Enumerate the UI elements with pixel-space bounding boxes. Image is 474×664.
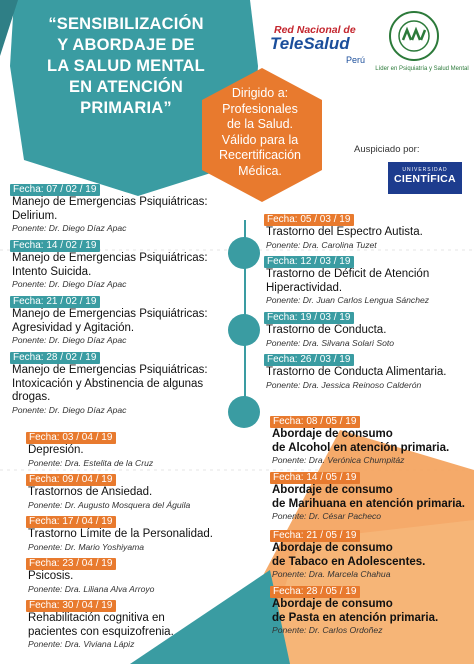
event-date: Fecha: 30 / 04 / 19 [26, 600, 116, 612]
event-speaker: Ponente: Dr. Diego Díaz Apac [12, 279, 127, 289]
event-topic: Psicosis. [28, 570, 74, 582]
event-speaker: Ponente: Dr. Diego Díaz Apac [12, 404, 127, 415]
event-speaker: Ponente: Dr. Carlos Ordoñez [272, 625, 383, 635]
hospital-seal-icon [388, 10, 440, 62]
event-topic: Trastorno Límite de la Personalidad. [28, 528, 213, 540]
event-topic: Abordaje de consumo de Pasta en atención primaria. [272, 598, 439, 624]
event-date: Fecha: 28 / 05 / 19 [270, 586, 360, 598]
page-title: “SENSIBILIZACIÓN Y ABORDAJE DE LA SALUD MENTAL EN ATENCIÓN PRIMARIA” [47, 15, 205, 117]
event-date: Fecha: 14 / 02 / 19 [10, 240, 100, 252]
event-speaker: Ponente: Dr. César Pacheco [272, 511, 382, 521]
event-date: Fecha: 12 / 03 / 19 [264, 256, 354, 268]
event-date: Fecha: 05 / 03 / 19 [264, 214, 354, 226]
event-date: Fecha: 19 / 03 / 19 [264, 312, 354, 324]
event-item [26, 516, 246, 553]
event-speaker: Ponente: Dr. Diego Díaz Apac [12, 223, 127, 233]
event-topic: Depresión. [28, 444, 84, 456]
hospital-logo: Líder en Psiquiatría y Salud Mental [378, 6, 468, 78]
event-date: Fecha: 23 / 04 / 19 [26, 558, 116, 570]
event-item [26, 432, 246, 469]
telesalud-logo: Red Nacional de TeleSalud Perú [270, 24, 366, 65]
event-topic: Abordaje de consumo de Alcohol en atención primaria. [272, 428, 450, 454]
event-speaker: Ponente: Dra. Carolina Tuzet [266, 239, 377, 250]
timeline-dot [228, 396, 260, 428]
event-topic: Trastorno de Conducta. [266, 324, 387, 336]
event-speaker: Ponente: Dra. Viviana Lápiz [28, 639, 135, 649]
event-topic: Trastorno de Déficit de Atención Hiperactividad. [266, 268, 430, 294]
timeline-dot [228, 314, 260, 346]
event-date: Fecha: 14 / 05 / 19 [270, 472, 360, 484]
cientifica-logo: UNIVERSIDAD CIENTÍFICA [388, 162, 462, 194]
event-item [10, 352, 232, 416]
event-speaker: Ponente: Dra. Jessica Reinoso Calderón [266, 379, 422, 390]
event-item [264, 312, 470, 349]
sponsor-label: Auspiciado por: [354, 144, 420, 155]
event-topic: Trastorno de Conducta Alimentaria. [266, 366, 447, 378]
event-topic: Manejo de Emergencias Psiquiátricas: Intoxicación y Abstinencia de algunas drogas. [12, 364, 208, 403]
event-item [10, 184, 232, 234]
event-item [264, 354, 470, 391]
event-topic: Abordaje de consumo de Marihuana en atención primaria. [272, 484, 465, 510]
event-date: Fecha: 07 / 02 / 19 [10, 184, 100, 196]
event-item [10, 296, 232, 346]
event-date: Fecha: 21 / 02 / 19 [10, 296, 100, 308]
event-speaker: Ponente: Dra. Liliana Alva Arroyo [28, 583, 155, 594]
event-topic: Rehabilitación cognitiva en pacientes con esquizofrenia. [28, 612, 174, 638]
event-date: Fecha: 21 / 05 / 19 [270, 530, 360, 542]
event-speaker: Ponente: Dra. Marcela Chahua [272, 569, 391, 579]
event-date: Fecha: 17 / 04 / 19 [26, 516, 116, 528]
event-item [26, 474, 246, 511]
event-topic: Manejo de Emergencias Psiquiátricas: Intento Suicida. [12, 252, 208, 278]
event-date: Fecha: 03 / 04 / 19 [26, 432, 116, 444]
event-item [264, 214, 470, 251]
event-speaker: Ponente: Dra. Estelita de la Cruz [28, 457, 154, 468]
event-item [10, 240, 232, 290]
event-item [26, 558, 246, 595]
event-speaker: Ponente: Dr. Juan Carlos Lengua Sánchez [266, 295, 430, 305]
event-speaker: Ponente: Dra. Verónica Chumpitáz [272, 455, 405, 465]
event-topic: Manejo de Emergencias Psiquiátricas: Agresividad y Agitación. [12, 308, 208, 334]
event-date: Fecha: 26 / 03 / 19 [264, 354, 354, 366]
event-item [264, 256, 470, 306]
event-item [270, 586, 470, 636]
timeline-dot [228, 237, 260, 269]
event-topic: Trastornos de Ansiedad. [28, 486, 153, 498]
event-topic: Abordaje de consumo de Tabaco en Adolescentes. [272, 542, 426, 568]
event-date: Fecha: 28 / 02 / 19 [10, 352, 100, 364]
event-item [270, 416, 470, 466]
event-speaker: Ponente: Dr. Diego Díaz Apac [12, 335, 127, 345]
audience-note: Dirigido a: Profesionales de la Salud. Válido para la Recertificación Médica. [219, 86, 301, 178]
event-date: Fecha: 08 / 05 / 19 [270, 416, 360, 428]
event-topic: Trastorno del Espectro Autista. [266, 226, 423, 238]
event-item [270, 530, 470, 580]
event-speaker: Ponente: Dr. Augusto Mosquera del Águila [28, 499, 191, 510]
event-date: Fecha: 09 / 04 / 19 [26, 474, 116, 486]
event-speaker: Ponente: Dr. Mario Yoshiyama [28, 541, 145, 552]
event-topic: Manejo de Emergencias Psiquiátricas: Delirium. [12, 196, 208, 222]
event-item [270, 472, 470, 522]
event-speaker: Ponente: Dra. Silvana Solari Soto [266, 337, 395, 348]
event-item [26, 600, 246, 650]
